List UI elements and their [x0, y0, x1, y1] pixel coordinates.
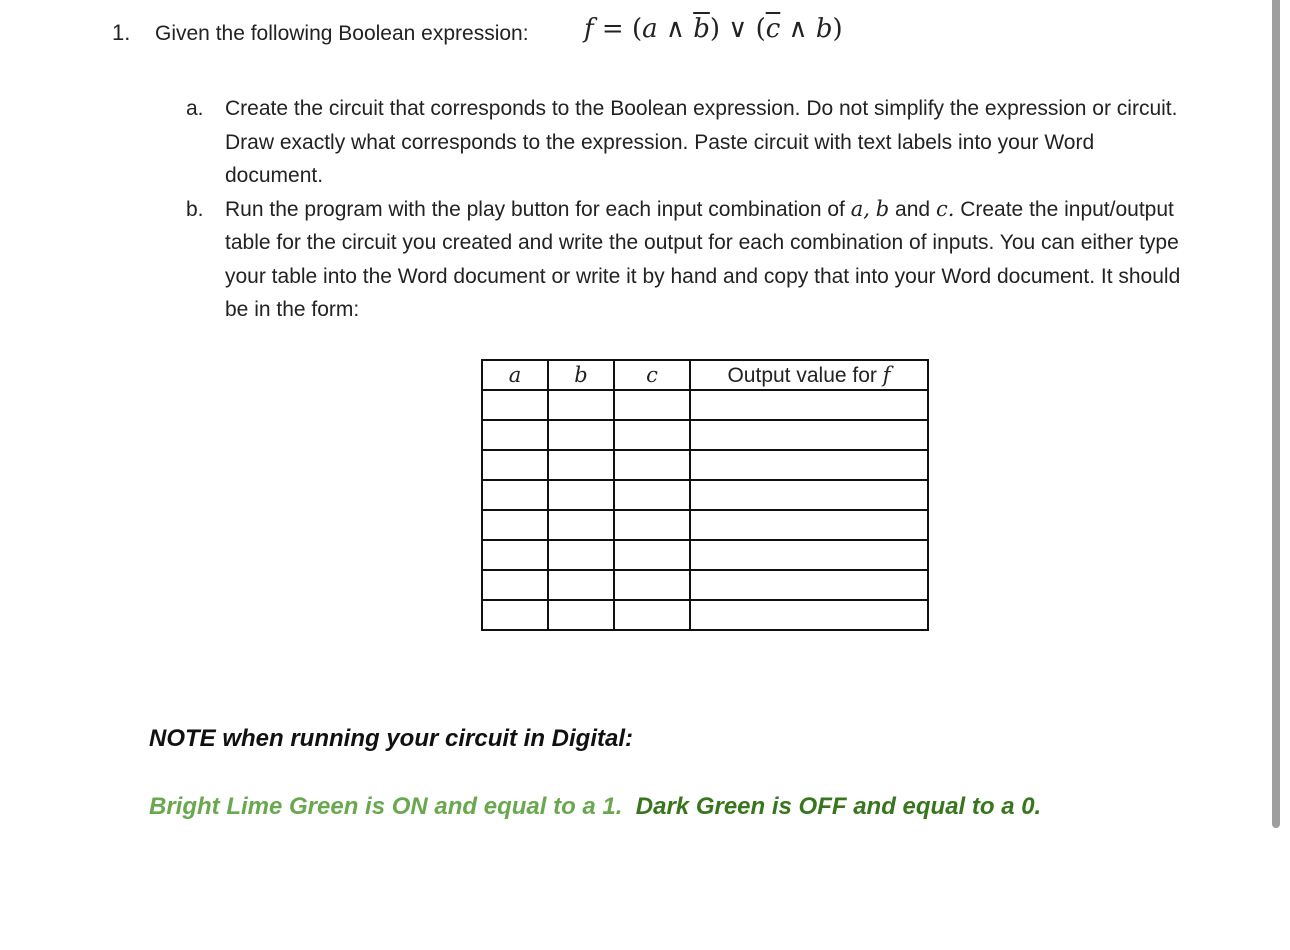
table-cell	[614, 420, 690, 450]
sub-question-list	[186, 92, 1196, 327]
table-cell	[690, 390, 928, 420]
expr-close-paren-1: )	[709, 14, 720, 44]
table-row	[482, 480, 928, 510]
table-cell	[482, 390, 548, 420]
table-cell	[482, 570, 548, 600]
expr-and-2: ∧	[780, 14, 816, 44]
header-a: a	[482, 360, 548, 390]
table-cell	[690, 570, 928, 600]
table-cell	[690, 600, 928, 630]
table-row	[482, 600, 928, 630]
expr-c-bar: $\overline{c}$	[765, 14, 781, 44]
question-number: 1.	[112, 20, 131, 45]
var-c: c.	[935, 196, 955, 221]
io-table	[481, 359, 929, 631]
expr-and-1: ∧	[657, 14, 694, 44]
table-cell	[482, 510, 548, 540]
table-cell	[548, 480, 614, 510]
table-row	[482, 510, 928, 540]
sub-question-a	[186, 92, 1196, 193]
table-cell	[548, 450, 614, 480]
expr-b-bar: $\overline{b}$	[693, 14, 710, 44]
table-cell	[690, 450, 928, 480]
table-cell	[482, 540, 548, 570]
table-cell	[548, 390, 614, 420]
var-b: b	[875, 196, 890, 221]
table-cell	[482, 450, 548, 480]
expr-or: ∨	[720, 14, 756, 44]
note-title: NOTE when running your circuit in Digital:	[149, 725, 634, 752]
table-cell	[614, 570, 690, 600]
sub-question-b-and: and	[889, 197, 936, 221]
header-output	[690, 360, 928, 390]
header-output-var: f	[882, 362, 891, 387]
note-off-text: Dark Green is OFF and equal to a 0.	[635, 793, 1042, 820]
table-cell	[614, 480, 690, 510]
table-row	[482, 390, 928, 420]
sub-question-b-text-1: Run the program with the play button for each input combination of	[225, 197, 851, 221]
table-cell	[690, 480, 928, 510]
sub-question-b	[186, 193, 1196, 327]
sub-question-a-text: Create the circuit that corresponds to the Boolean expression. Do not simplify the expression or circuit. Draw exactly what corresponds to the expression. Paste circuit with text labels into your Word document.	[225, 97, 1178, 187]
io-table-header-row	[482, 360, 928, 390]
expr-close-paren-2: )	[832, 14, 843, 44]
table-cell	[548, 510, 614, 540]
table-row	[482, 420, 928, 450]
sub-question-b-text-2: Create the input/output table for the circuit you created and write the output for each combination of inputs. You can either type your table into the Word document or write it by hand and copy that into your Word document. It should be in the form:	[225, 197, 1181, 321]
header-output-label: Output value for	[727, 363, 883, 387]
boolean-expression	[584, 14, 843, 44]
vertical-scrollbar[interactable]	[1270, 0, 1282, 950]
expr-open-paren-2: (	[755, 14, 766, 44]
table-cell	[614, 540, 690, 570]
table-cell	[548, 600, 614, 630]
expr-open-paren-1: (	[631, 14, 643, 44]
table-cell	[482, 420, 548, 450]
table-cell	[690, 540, 928, 570]
expr-equals: =	[593, 14, 632, 44]
table-cell	[548, 540, 614, 570]
table-cell	[614, 600, 690, 630]
table-row	[482, 540, 928, 570]
sub-question-a-marker: a.	[186, 97, 204, 120]
table-cell	[614, 390, 690, 420]
expr-a: a	[642, 14, 658, 44]
table-row	[482, 450, 928, 480]
table-cell	[690, 420, 928, 450]
table-cell	[614, 510, 690, 540]
table-row	[482, 570, 928, 600]
table-cell	[482, 600, 548, 630]
table-cell	[614, 450, 690, 480]
table-cell	[690, 510, 928, 540]
scrollbar-thumb[interactable]	[1272, 0, 1280, 828]
sub-question-b-marker: b.	[186, 197, 204, 221]
expr-f: f	[584, 14, 594, 44]
question-prompt: Given the following Boolean expression:	[155, 22, 529, 45]
header-b: b	[548, 360, 614, 390]
expr-b: b	[815, 14, 833, 44]
note-on-text: Bright Lime Green is ON and equal to a 1.	[149, 793, 623, 820]
io-table-body	[482, 390, 928, 630]
header-c: c	[614, 360, 690, 390]
table-cell	[482, 480, 548, 510]
note-line	[149, 793, 1041, 821]
var-a: a,	[850, 196, 870, 221]
table-cell	[548, 420, 614, 450]
table-cell	[548, 570, 614, 600]
